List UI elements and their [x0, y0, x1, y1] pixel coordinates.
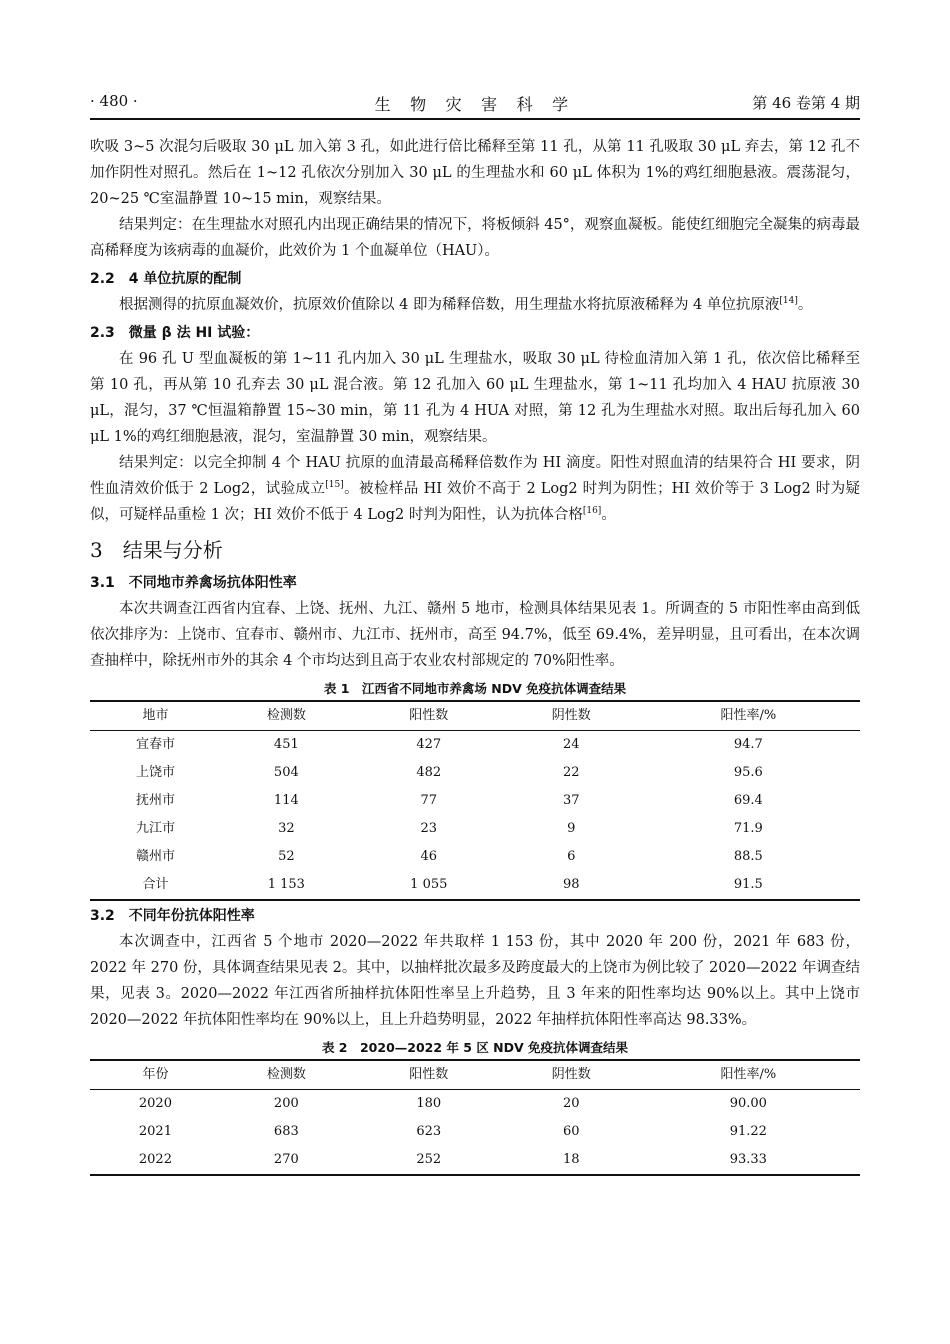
table-cell: 200: [273, 1096, 299, 1111]
paragraph-ha-procedure: 吹吸 3~5 次混匀后吸取 30 μL 加入第 3 孔，如此进行倍比稀释至第 11 孔，从第 11 孔吸取 30 μL 弃去，第 12 孔不加作阴性对照孔。然后在 1~12 孔依次分别加入 30 μL 的生理盐水和 60 μL 体积为 1%的鸡红细胞悬液。震荡混匀，20~25 ℃室温静置 10~15 min，观察结果。: [90, 139, 860, 207]
table-cell: 94.7: [733, 737, 763, 752]
table-1-header-cell: 检测数: [221, 701, 352, 731]
table-row-total: [90, 871, 860, 900]
table-1: [90, 700, 860, 901]
table-cell: 22: [562, 765, 580, 780]
table-cell: 宜春市: [135, 737, 175, 752]
hi-judgement-text-c: 。: [601, 507, 616, 523]
table-1-header-cell: 地市: [90, 701, 221, 731]
table-cell: 91.5: [733, 877, 763, 892]
table-row: [90, 815, 860, 843]
subsection-3-1-title: 3.1 不同地市养禽场抗体阳性率: [90, 575, 297, 591]
table-row: [90, 843, 860, 871]
table-cell: 1 153: [267, 877, 305, 892]
table-cell: 合计: [142, 877, 169, 892]
table-cell: 抚州市: [135, 793, 175, 808]
table-row: [90, 731, 860, 760]
table-cell: 270: [273, 1152, 299, 1167]
table-1-header-cell: 阳性数: [352, 701, 506, 731]
issue-info: 第 46 卷第 4 期: [752, 94, 860, 112]
paragraph-city-results: 本次共调查江西省内宜春、上饶、抚州、九江、赣州 5 地市，检测具体结果见表 1。所调查的 5 市阳性率由高到低依次排序为：上饶市、宜春市、赣州市、九江市、抚州市，高至 94.7%，低至 69.4%，差异明显，且可看出，在本次调查抽样中，除抚州市外的其余 4 个市均达到且高于农业农村部规定的 70%阳性率。: [90, 601, 860, 669]
table-1-header-row: [90, 701, 860, 731]
table-2-header-row: [90, 1060, 860, 1090]
table-cell: 180: [416, 1096, 442, 1111]
table-cell: 90.00: [729, 1096, 767, 1111]
table-cell: 9: [567, 821, 576, 836]
paragraph-ha-judgement: 结果判定：在生理盐水对照孔内出现正确结果的情况下，将板倾斜 45°，观察血凝板。能使红细胞完全凝集的病毒最高稀释度为该病毒的血凝价，此效价为 1 个血凝单位（HAU）。: [90, 217, 860, 259]
table-1-header-cell: 阳性率/%: [637, 701, 860, 731]
table-cell: 95.6: [733, 765, 763, 780]
table-2-header-cell: 阳性数: [352, 1060, 506, 1090]
table-2-header-cell: 阳性率/%: [637, 1060, 860, 1090]
page-number: · 480 ·: [90, 92, 138, 110]
section-3-title: 3 结果与分析: [90, 538, 223, 562]
table-cell: 6: [567, 849, 576, 864]
table-2-caption: 表 2 2020—2022 年 5 区 NDV 免疫抗体调查结果: [321, 1040, 629, 1055]
table-cell: 23: [420, 821, 438, 836]
table-cell: 九江市: [135, 821, 175, 836]
journal-name: 生 物 灾 害 科 学: [374, 95, 576, 114]
table-cell: 504: [273, 765, 299, 780]
paragraph-hi-procedure: 在 96 孔 U 型血凝板的第 1~11 孔内加入 30 μL 生理盐水，吸取 30 μL 待检血清加入第 1 孔，依次倍比稀释至第 10 孔，再从第 10 孔弃去 30 μL 混合液。第 12 孔加入 60 μL 生理盐水，第 1~11 孔均加入 4 HAU 抗原液 30 μL，混匀，37 ℃恒温箱静置 15~30 min，第 11 孔为 4 HUA 对照，第 12 孔为生理盐水对照。取出后每孔加入 60 μL 1%的鸡红细胞悬液，混匀，室温静置 30 min，观察结果。: [90, 351, 860, 445]
subsection-3-2-title: 3.2 不同年份抗体阳性率: [90, 908, 255, 924]
table-row: [90, 759, 860, 787]
hi-judgement-text-a: 结果判定：以完全抑制 4 个 HAU 抗原的血清最高稀释倍数作为 HI 滴度。阳性对照血清的结果符合 HI 要求，阴性血清效价低于 2 Log2，试验成立: [90, 455, 860, 497]
citation-15: [15]: [325, 480, 344, 491]
table-cell: 赣州市: [135, 849, 175, 864]
table-cell: 623: [416, 1124, 442, 1139]
citation-14: [14]: [779, 296, 798, 307]
table-cell: 683: [273, 1124, 299, 1139]
table-cell: 451: [273, 737, 299, 752]
antigen-prep-end: 。: [797, 297, 813, 313]
table-cell: 37: [562, 793, 580, 808]
table-cell: 427: [416, 737, 442, 752]
table-cell: 20: [562, 1096, 580, 1111]
table-cell: 18: [562, 1152, 580, 1167]
table-1-header-cell: 阴性数: [506, 701, 637, 731]
table-cell: 52: [278, 849, 295, 864]
hi-judgement-text-b: 。被检样品 HI 效价不高于 2 Log2 时判为阴性；HI 效价等于 3 Log2 时为疑似，可疑样品重检 1 次；HI 效价不低于 4 Log2 时判为阳性，认为抗体合格: [90, 481, 860, 523]
table-2-header-cell: 年份: [90, 1060, 221, 1090]
table-2-header-cell: 检测数: [221, 1060, 352, 1090]
table-2-header-cell: 阴性数: [506, 1060, 637, 1090]
table-row: [90, 1146, 860, 1175]
table-cell: 98: [562, 877, 580, 892]
table-cell: 114: [273, 793, 299, 808]
table-cell: 91.22: [729, 1124, 767, 1139]
table-cell: 69.4: [733, 793, 763, 808]
table-2: [90, 1059, 860, 1176]
running-header: [90, 92, 860, 116]
article-body: [90, 134, 860, 1176]
table-row: [90, 1090, 860, 1119]
table-row: [90, 787, 860, 815]
table-cell: 2022: [138, 1152, 172, 1167]
table-cell: 46: [420, 849, 438, 864]
paragraph-year-results: 本次调查中，江西省 5 个地市 2020—2022 年共取样 1 153 份，其中 2020 年 200 份，2021 年 683 份，2022 年 270 份，具体调查结果见表 2。其中，以抽样批次最多及跨度最大的上饶市为例比较了 2020—2022 年调查结果，见表 3。2020—2022 年江西省所抽样抗体阳性率呈上升趋势，且 3 年来的阳性率均达 90%以上。其中上饶市 2020—2022 年抗体阳性率均在 90%以上，且上升趋势明显，2022 年抽样抗体阳性率高达 98.33%。: [90, 934, 860, 1028]
paragraph-hi-judgement: [90, 450, 860, 528]
citation-16: [16]: [582, 506, 602, 517]
table-row: [90, 1118, 860, 1146]
paragraph-antigen-prep: [90, 292, 860, 318]
table-cell: 93.33: [729, 1152, 767, 1167]
table-cell: 60: [562, 1124, 580, 1139]
table-1-caption: 表 1 江西省不同地市养禽场 NDV 免疫抗体调查结果: [323, 681, 627, 696]
table-cell: 252: [416, 1152, 442, 1167]
table-cell: 上饶市: [135, 765, 175, 780]
table-cell: 88.5: [733, 849, 763, 864]
antigen-prep-text: 根据测得的抗原血凝效价，抗原效价值除以 4 即为稀释倍数，用生理盐水将抗原液稀释为 4 单位抗原液: [119, 297, 780, 313]
table-cell: 2021: [138, 1124, 172, 1139]
table-cell: 32: [278, 821, 295, 836]
table-cell: 482: [416, 765, 442, 780]
table-cell: 2020: [138, 1096, 172, 1111]
subsection-2-3-title: 2.3 微量 β 法 HI 试验：: [90, 325, 260, 341]
table-cell: 1 055: [410, 877, 448, 892]
subsection-2-2-title: 2.2 4 单位抗原的配制: [90, 271, 242, 287]
table-cell: 71.9: [733, 821, 763, 836]
table-cell: 24: [562, 737, 580, 752]
table-cell: 77: [420, 793, 438, 808]
header-rule: [90, 118, 860, 120]
